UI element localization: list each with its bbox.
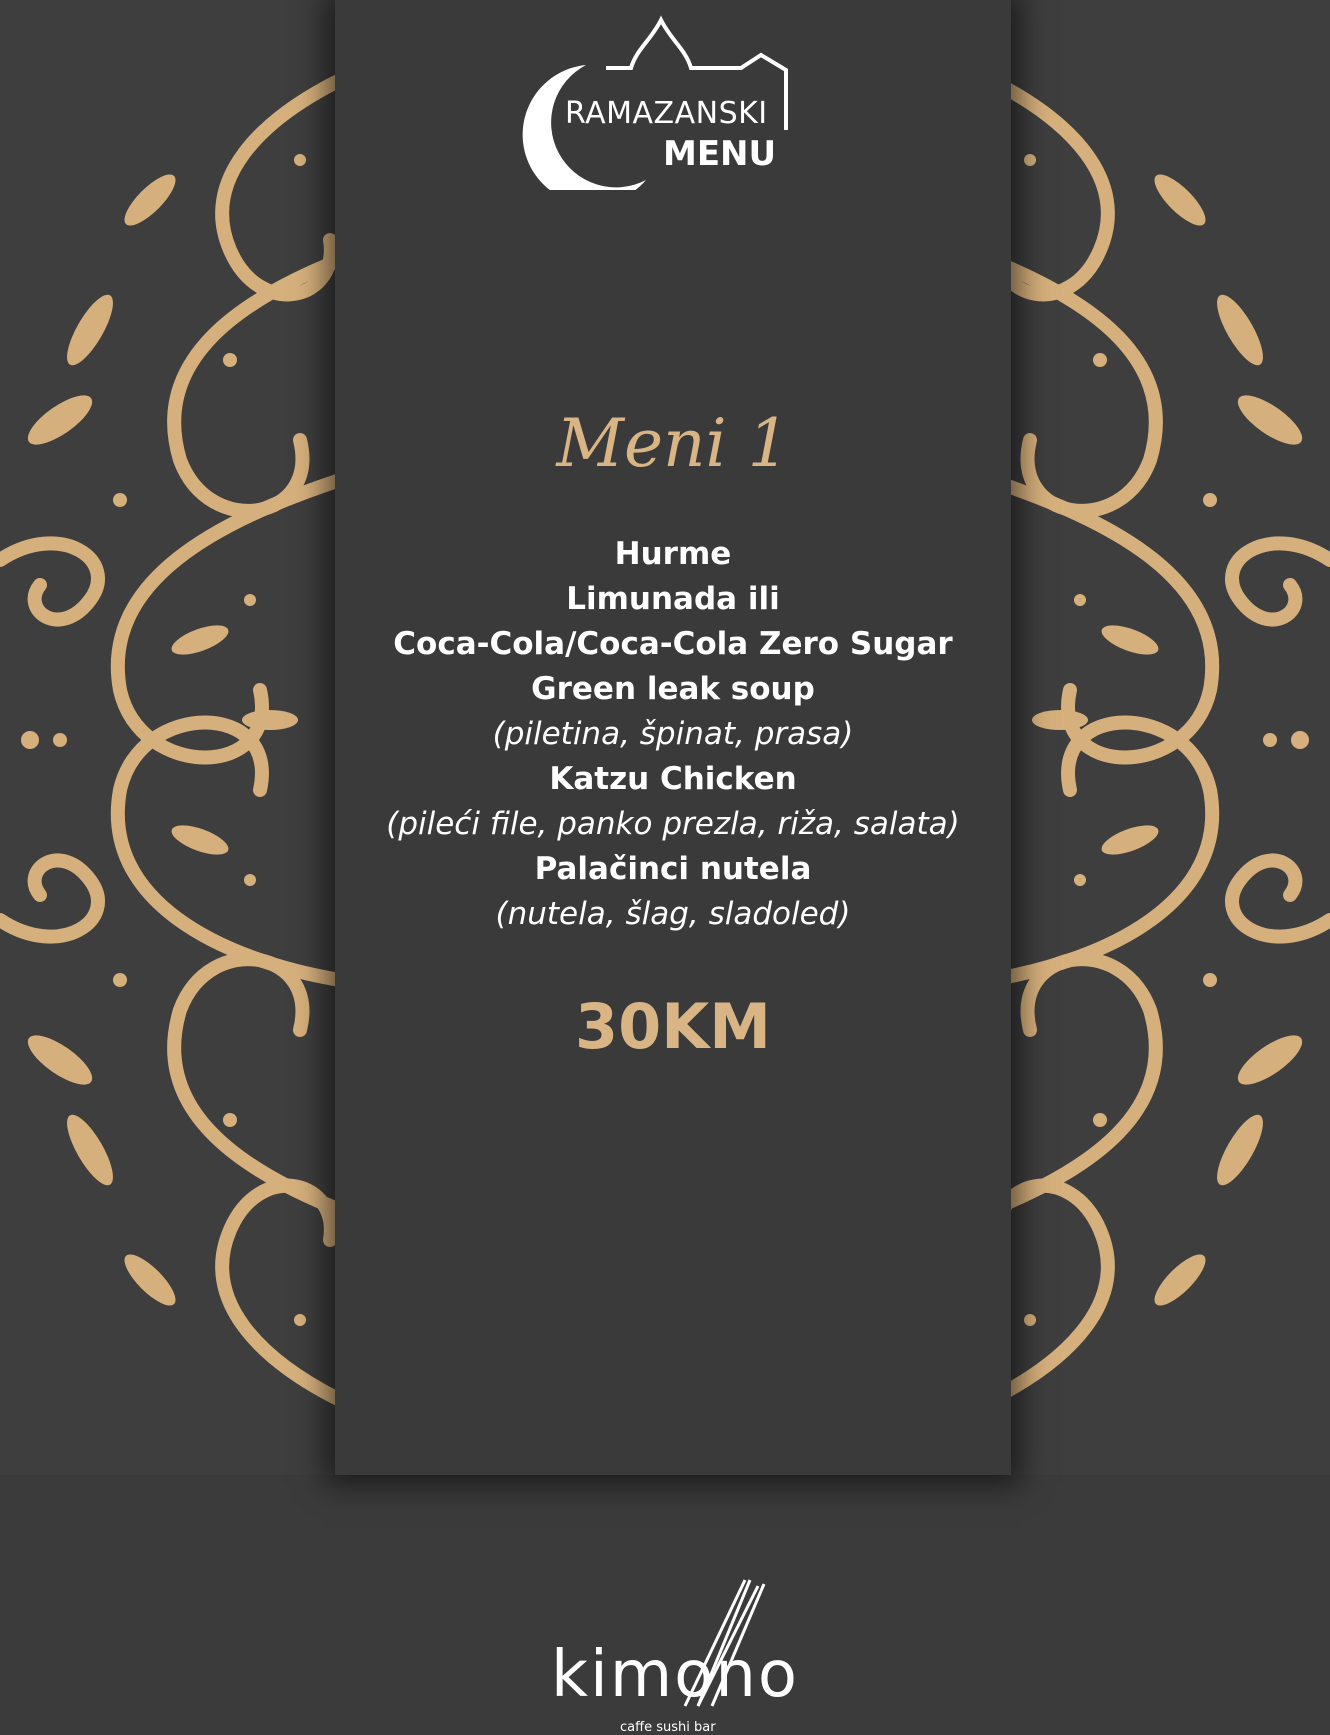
- left-ornament: [0, 0, 340, 1475]
- header-line-1: RAMAZANSKI: [565, 96, 768, 131]
- menu-item: Limunada ili: [566, 581, 780, 617]
- menu-title: Meni 1: [556, 405, 790, 482]
- mandala-ornament-right: [990, 0, 1330, 1475]
- menu-item-note: (pileći file, panko prezla, riža, salata): [386, 806, 960, 842]
- right-ornament: [990, 0, 1330, 1475]
- menu-item: Palačinci nutela: [534, 851, 812, 887]
- menu-price: 30KM: [574, 990, 772, 1063]
- menu-item-note: (nutela, šlag, sladoled): [495, 896, 851, 932]
- menu-items-list: [335, 532, 1011, 937]
- menu-item: Green leak soup: [531, 671, 815, 707]
- brand-subtitle: caffe sushi bar: [620, 1720, 716, 1735]
- menu-item: Katzu Chicken: [549, 761, 797, 797]
- mandala-ornament-left: [0, 0, 340, 1475]
- header-line-2: MENU: [663, 134, 777, 174]
- menu-item-note: (piletina, špinat, prasa): [492, 716, 854, 752]
- menu-item: Coca-Cola/Coca-Cola Zero Sugar: [393, 626, 953, 662]
- menu-item: Hurme: [614, 536, 732, 572]
- brand-name: kimono: [550, 1638, 800, 1712]
- menu-panel: [335, 0, 1011, 1475]
